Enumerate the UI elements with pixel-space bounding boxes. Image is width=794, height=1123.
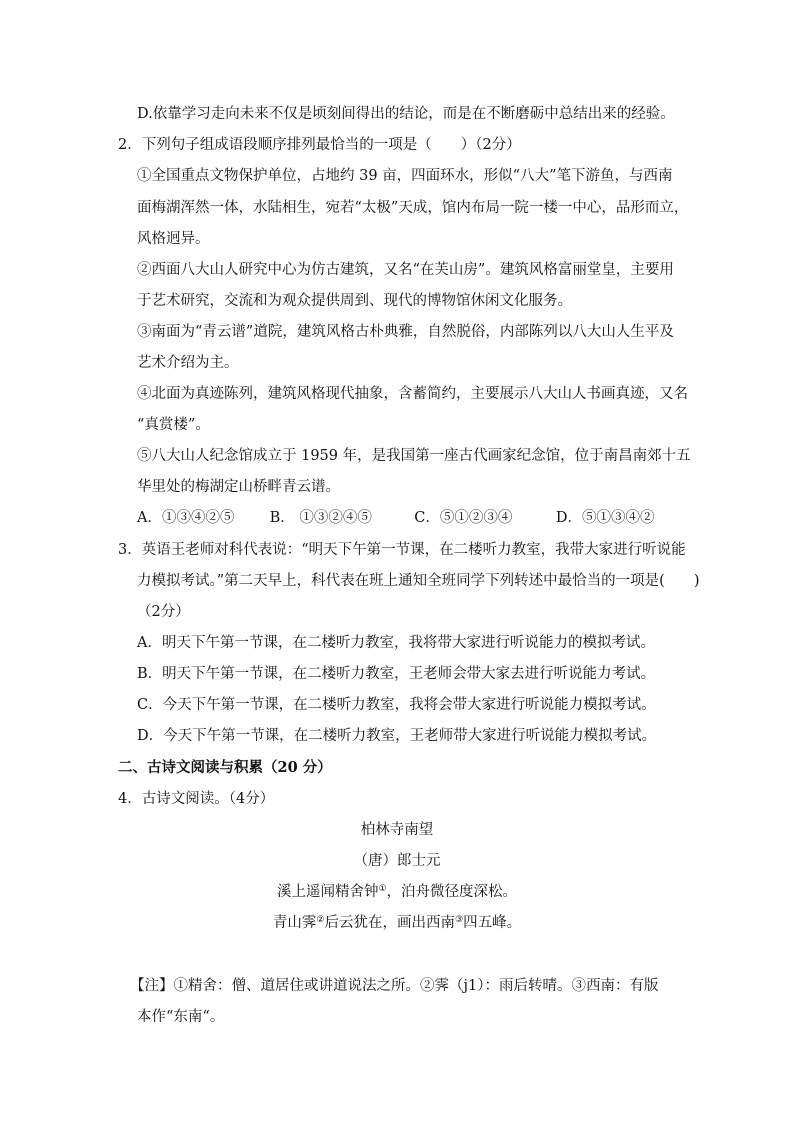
q2-option-c: C．⑤①②③④ bbox=[414, 510, 513, 526]
q3-option-d: D．今天下午第一节课，在二楼听力教室，王老师带大家进行听说能力模拟考试。 bbox=[137, 728, 657, 744]
q3-stem-line2: 力模拟考试。”第二天早上，科代表在班上通知全班同学下列转述中最恰当的一项是( ) bbox=[137, 573, 700, 589]
q2-s1-line3: 风格迥异。 bbox=[137, 231, 210, 247]
q2-s3-line1: ③南面为“青云谱”道院，建筑风格古朴典雅，自然脱俗，内部陈列以八大山人生平及 bbox=[137, 324, 674, 340]
q2-s1-line2: 面梅湖浑然一体，水陆相生，宛若“太极”天成，馆内布局一院一楼一中心，品形而立， bbox=[137, 200, 689, 216]
q3-option-a: A．明天下午第一节课，在二楼听力教室，我将带大家进行听说能力的模拟考试。 bbox=[137, 635, 655, 651]
q2-s3-line2: 艺术介绍为主。 bbox=[137, 355, 239, 371]
q1-option-d: D.依靠学习走向未来不仅是顷刻间得出的结论，而是在不断磨砺中总结出来的经验。 bbox=[137, 106, 675, 122]
footnote-marker-1: ① bbox=[378, 884, 387, 894]
poem-line-1 bbox=[0, 882, 794, 902]
q3-option-c: C．今天下午第一节课，在二楼听力教室，我将会带大家进行听说能力模拟考试。 bbox=[137, 697, 656, 713]
q2-s2-line1: ②西面八大山人研究中心为仿古建筑，又名“在芙山房”。建筑风格富丽堂皇，主要用 bbox=[137, 262, 674, 278]
poem-line-2 bbox=[0, 913, 794, 933]
q3-stem-line1: 3．英语王老师对科代表说：“明天下午第一节课，在二楼听力教室，我带大家进行听说能 bbox=[118, 542, 686, 558]
poem-line2-part1: 青山霁 bbox=[272, 915, 317, 931]
q2-option-b: B． ①③②④⑤ bbox=[269, 510, 372, 526]
poem-line1-part2: ，泊舟微径度深松。 bbox=[386, 884, 518, 900]
q2-option-d: D．⑤①③④② bbox=[555, 510, 655, 526]
section-heading: 二、古诗文阅读与积累（20 分） bbox=[118, 759, 332, 776]
q3-stem-line3: （2分） bbox=[137, 604, 190, 620]
footnote-marker-2: ② bbox=[316, 915, 325, 925]
q4-stem: 4．古诗文阅读。（4分） bbox=[118, 791, 275, 807]
poem-line1-part1: 溪上遥闻精舍钟 bbox=[276, 884, 379, 900]
q2-s5-line1: ⑤八大山人纪念馆成立于 1959 年，是我国第一座古代画家纪念馆，位于南昌南郊十五 bbox=[137, 448, 691, 464]
poem-title: 柏林寺南望 bbox=[360, 822, 434, 838]
q2-s1-line1: ①全国重点文物保护单位，占地约 39 亩，四面环水，形似“八大”笔下游鱼，与西南 bbox=[137, 168, 673, 184]
q3-option-b: B．明天下午第一节课，在二楼听力教室，王老师会带大家去进行听说能力考试。 bbox=[137, 666, 656, 682]
poem-line2-part3: 四五峰。 bbox=[463, 915, 522, 931]
q2-s5-line2: 华里处的梅湖定山桥畔青云谱。 bbox=[137, 479, 340, 495]
q2-s2-line2: 于艺术研究，交流和为观众提供周到、现代的博物馆休闲文化服务。 bbox=[137, 293, 572, 309]
q2-option-a: A．①③④②⑤ bbox=[137, 510, 235, 526]
q2-stem: 2．下列句子组成语段顺序排列最恰当的一项是（ ）（2分） bbox=[118, 137, 521, 153]
poem-note-line2: 本作“东南“。 bbox=[137, 1009, 225, 1025]
poem-line2-part2: 后云犹在，画出西南 bbox=[324, 915, 455, 931]
q2-options bbox=[137, 508, 654, 528]
poem-note-line1: 【注】①精舍：僧、道居住或讲道说法之所。②霁（j1）：雨后转晴。③西南：有版 bbox=[130, 978, 659, 994]
q2-s4-line1: ④北面为真迹陈列，建筑风格现代抽象，含蓄简约，主要展示八大山人书画真迹，又名 bbox=[137, 386, 688, 402]
q2-s4-line2: “真赏楼”。 bbox=[137, 417, 210, 433]
poem-author: （唐）郎士元 bbox=[353, 853, 441, 869]
footnote-marker-3: ③ bbox=[455, 915, 464, 925]
